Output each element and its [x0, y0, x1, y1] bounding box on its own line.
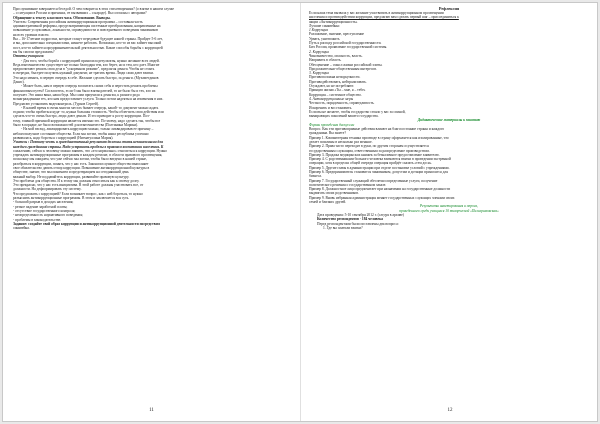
- text-line: населения и противодействии коррупции, предлагаю вам сделать первый шаг – присоединиться к: [309, 15, 459, 20]
- text-line: сожалению, сейчас к человеку можно заявить, что «это нормально» относиться к коррупции. Нужно: [13, 148, 168, 153]
- text-line: было в порядке, не было возможностей для взяточничества (Полтинина Марина).: [13, 123, 139, 128]
- text-line: обществе, значит, что мы понимаем и предотвращаем на сегодняшний день: [13, 170, 129, 175]
- text-line: Учитель: Современная российская антикоррупционная программа – составная часть: [13, 19, 143, 24]
- text-line: Предлагаю установить видеоконтроль. (Гурков Сергей).: [13, 101, 99, 106]
- text-line: поскольку мы ожидаем, что уже сейчас мы хотим, чтобы было введено в нашей стране,: [13, 157, 147, 162]
- text-line: годами; чтобы пробиться куда- то, нужна большая стоимость. Чтобы облегчить свои действия или: [13, 110, 164, 115]
- page-number: 11: [149, 408, 154, 413]
- text-line: финансовым путем? Согласитесь, если б мы было взяткодателей, то не было бы и тех, кто их: [13, 88, 156, 93]
- text-line: Пример 1. Компьютерная техника при вводе в страну оформляется как изолированные, что: [309, 135, 449, 140]
- text-line: Пример 7. Государственный служащий обеспечил определенные услуги, получение: [309, 178, 438, 183]
- text-line: Дата проведения: 5-10 сентября 2012 г. (следуя в архиве): [317, 212, 404, 217]
- text-line: Количество респондентов - 184 человека: [317, 217, 383, 222]
- text-line: акции «Антикоррупционность»: [309, 19, 358, 24]
- text-line: Что предложить с коррупцией? Если возникает вопрос, как с ней бороться, то нужно: [13, 191, 143, 196]
- text-line: в очередях, быстрее получить нужный документ, не тратить время. Люди сами дают взятки.: [13, 71, 154, 76]
- text-line: Это надо менять, в первую очередь в себе. Желание сделать быстро, за деньги. (Мухаметдинов: [13, 75, 159, 80]
- text-line: Обращение к тексту классного часа. Обоснование. Выводы.: [13, 15, 111, 20]
- text-line: государственным служащим, ответственным за распределение производством.: [309, 148, 430, 153]
- text-line: Честность, порядочность, справедливость.: [309, 101, 375, 106]
- text-line: каждого гражданина страны. Надо устранить пробелы в правовом воспитании населения. К: [13, 144, 164, 149]
- text-line: Пример 8. Должностное лицо предпочитает при назначении на государственные должности: [309, 187, 451, 192]
- text-line: Пример 4. С родственниками больного человека взимаются взятки в проведении экстренной: [309, 157, 451, 162]
- text-line: учреждать антикоррупционные программы в каждом регионе, в области правового просвещения,: [13, 153, 163, 158]
- text-line: Дидактические материалы к занятию: [417, 118, 481, 123]
- text-line: административной реформы, предусматривающая системные преобразования, направленные на: [13, 24, 161, 29]
- text-line: свое обязательство давать отпор коррупции. Повышение антикоррупционной культуры в: [13, 165, 150, 170]
- text-line: Осуждают, но не истребляют.: [309, 84, 355, 89]
- text-line: Чиновничество, опасность, власть.: [309, 53, 363, 58]
- text-line: - неопределенность нормативного поведения;: [13, 213, 83, 218]
- text-line: Учитель : Поэтому честь и гражданственный результат должны стать независимыми для: [13, 140, 163, 145]
- text-line: 4. Антикоррупционные меры: [309, 96, 354, 101]
- text-line: неблагополучное состояние общества. Если мы хотим, чтобы наша республика успешно: [13, 131, 149, 136]
- document-spread: [2, 2, 598, 422]
- text-line: Противодействовать, нейтрализовать.: [309, 79, 367, 84]
- text-line: семей и близких друзей.: [309, 200, 347, 205]
- text-line: Ведь взяточничество существует не только благодаря тем, кто берет, но и тем, кто дает. Многие: [13, 62, 160, 67]
- text-line: важный выбор. Не поддавайтесь коррупции, развивайте правовую культуру.: [13, 174, 130, 179]
- text-line: Разложение, гниение, преступление: [309, 32, 365, 37]
- text-line: Лучшие синквейны:: [309, 23, 340, 28]
- text-line: 1. Где вы платили взятки?: [323, 225, 363, 230]
- text-line: выдвигать своих родственников.: [309, 191, 359, 196]
- text-line: Бич России, проявление государственной системы.: [309, 45, 388, 50]
- text-line: вознаграждениям тех, кто нам предоставляет услуги. Только потом надеяться на изменения в них.: [13, 97, 164, 102]
- text-line: проведенного среди учащихся 10 тиворческой «Пилигримовская»: [399, 208, 499, 213]
- text-line: Направить в область.: [309, 58, 342, 63]
- text-line: предпочитают решать свои дела в "ускоренном режиме", предлагая деньги. Чтобы не стоять: [13, 67, 155, 72]
- text-line: бизнеса.: [309, 174, 322, 179]
- text-line: Вопрос. Как эти противоправные действия влияют на благосостояние страны и каждого: [309, 127, 445, 132]
- text-line: вы бы смогли предложить?: [13, 49, 55, 54]
- text-line: - На мой взгляд, ликвидировать коррупцию можно, только ликвидировав ее причину –: [21, 127, 154, 132]
- left-page: [3, 3, 301, 421]
- text-line: Если наша тема вызвала у вас желание участвовать в антикоррупционном просвещении: [309, 11, 444, 15]
- text-line: 2. Коррупция: [309, 49, 329, 54]
- text-line: Путь к распаду российской государственности.: [309, 41, 382, 46]
- text-line: гражданина. Вы знаете?: [309, 131, 346, 136]
- text-line: политического решения о государственном заказе.: [309, 182, 387, 187]
- text-line: Пример 3. Продажа медицинских книжек за безналичное предоставление заявителю.: [309, 152, 440, 157]
- text-line: Данис).: [13, 80, 25, 85]
- text-line: Задание: создайте свой образ коррупции и антикоррупционной деятельности посредством: [13, 221, 160, 226]
- right-page-text: [309, 6, 589, 398]
- text-line: Формы проведения дискуссии: [309, 122, 355, 127]
- text-line: делает пошлины в несколько раз меньше.: [309, 139, 373, 144]
- text-line: Пример 2. Права часто переходят в руки, по другим сторонам осуществляется: [309, 144, 429, 149]
- text-line: Вы – 16-17летние подростки, которые станут передовые будущее нашей страны. Пройдет 5-6 лет,: [13, 37, 163, 42]
- text-line: Урвать, уничтожить: [309, 36, 340, 41]
- text-line: Продолжительно-общественным интересов.: [309, 66, 377, 71]
- text-line: операции, хотя в пределах общей очереди операция пройдёт сказать «тем дося».: [309, 161, 433, 166]
- text-line: Перед респондентами были поставлены два вопроса:: [317, 221, 399, 226]
- text-line: Пример 9. Вновь избранная администрация меняет государственных служащих членами своих: [309, 195, 455, 200]
- text-line: на всех уровнях власти.: [13, 32, 50, 37]
- text-line: Принцип жизни «Ты – мне, я – тебе»: [309, 88, 366, 93]
- text-line: вымирающих поколений вашего государства.: [309, 114, 379, 119]
- text-line: 3. Коррупция: [309, 71, 329, 76]
- text-line: - отсутствие государственного контроля;: [13, 208, 76, 213]
- text-line: - резкое падение заработной платы;: [13, 204, 68, 209]
- text-line: развивалась, надо бороться с коррупцией (Нигматуллина Мария).: [13, 135, 114, 140]
- text-line: тому, главной причиной коррупции является именно это. По-моему, надо сделать так, чтобы все: [13, 118, 161, 123]
- text-line: Обесценение – смысл жизни российской элиты.: [309, 62, 383, 67]
- text-line: - В нашей время в очень многих местах бывает очередь, какой- то документ можно ждать: [21, 105, 159, 110]
- text-line: синквейна.: [13, 226, 30, 231]
- text-line: получает. Это наша вина, наша беда. Мы сами приучили к деньгам, к разного рода: [13, 92, 140, 97]
- text-line: должности. На дефоормировать эту систему.: [13, 187, 82, 192]
- text-line: Если вы не желаете, чтобы государство стояло у вас за спиной,: [309, 109, 406, 114]
- text-line: Ответы учащихся:: [13, 54, 45, 59]
- left-page-text: [13, 7, 293, 399]
- text-line: Результаты анкетирования и опроса,: [419, 204, 479, 209]
- text-line: - Для того, чтобы борьба с коррупцией приносила результаты, нужно желание всех людей.: [21, 58, 160, 63]
- text-line: сделать что-то очень быстро, люди дают деньги. И это приводит к росту коррупции. Поэ-: [13, 114, 151, 119]
- text-line: Пример 6. Предприниматель становится чиновником, допустим и дотации приносятся для: [309, 169, 448, 174]
- text-line: Искоренить и восстановить.: [309, 105, 353, 110]
- text-line: 1.Коррупция: [309, 28, 328, 33]
- text-line: Пример 5. Другие главы в администрации при отделе постановке условий с учреждениями.: [309, 165, 450, 170]
- page-number: 12: [447, 408, 453, 413]
- text-line: разъяснить антикоррупционные программы. В этом и заключается вся суть.: [13, 196, 130, 201]
- text-line: повышение услужливых, лояльности, справедливости и повседневного поведения чиновников: [13, 28, 158, 33]
- right-page: [301, 3, 599, 421]
- text-line: – о ситуации в России и причинах, ее вызвавших – о народе). Вы согласны с авторами?: [13, 11, 147, 16]
- text-line: Прослушивание завершается беседой. О чем говорится в этих стихотворениях? (о взятке в нашем случае: [13, 7, 174, 11]
- text-line: Рефлексия: [438, 6, 460, 11]
- text-line: - проблемы в законодательстве.: [13, 217, 62, 222]
- text-line: Коррупция – системное общество.: [309, 92, 362, 97]
- text-line: - Может быть, нам в первую очередь воспитать самих себя и перестать решать проблемы: [21, 84, 158, 89]
- text-line: Это проблема для общества. И к этому мы должны относиться как к своему долгу.: [13, 178, 140, 183]
- text-line: Это прекрасно, что у нас есть инициатива. В этой работе должны участвовать все, от: [13, 183, 144, 188]
- text-line: - большой разрыв в доходах населения;: [13, 200, 74, 205]
- text-line: и вы, дополнительно специалистами, начнете работать. Возможно, кто-то из вас займет высокий: [13, 41, 162, 46]
- text-line: разобраться в коррупции, понять, что у нас есть. Законопослушное общество выполняет: [13, 161, 149, 166]
- text-line: пост, кто-то займется предпринимательской деятельностью. Какие способы борьбы с коррупцией: [13, 45, 163, 50]
- text-line: Противоположна неподкупности.: [309, 75, 361, 80]
